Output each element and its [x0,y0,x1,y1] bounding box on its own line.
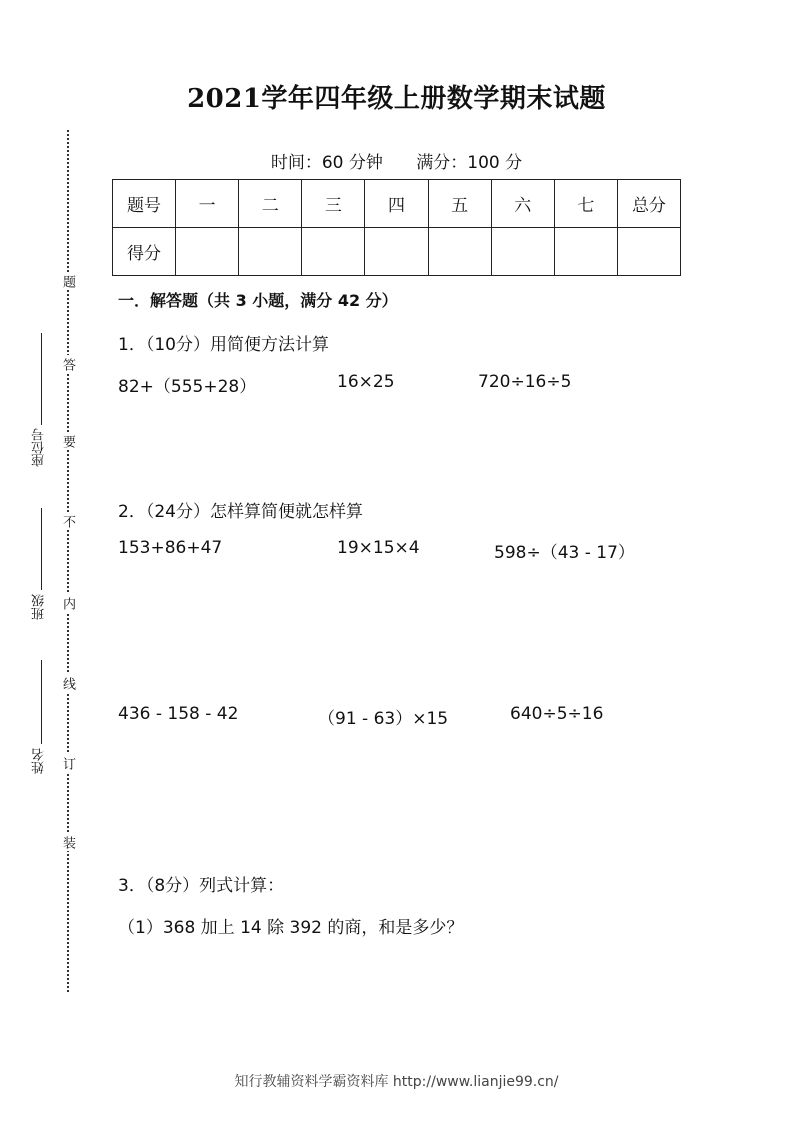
question-3-sub-1: （1）368 加上 14 除 392 的商，和是多少？ [118,918,464,938]
binding-char: 要 [60,432,76,450]
table-cell: 六 [491,180,554,228]
question-2-item-5: （91 - 63）×15 [318,709,449,729]
score-blank-cell [617,228,680,276]
table-cell: 四 [365,180,428,228]
exam-time: 时间：60 分钟 [270,153,383,173]
page-title: 2021学年四年级上册数学期末试题 [187,84,606,114]
question-1-label: 1．（10分）用简便方法计算 [118,335,329,355]
name-label: 姓名 [32,748,47,774]
score-blank-cell [428,228,491,276]
table-cell: 七 [554,180,617,228]
exam-full-score: 满分：100 分 [416,153,523,173]
binding-char: 题 [60,272,76,290]
table-cell: 题号 [113,180,176,228]
question-1-item-2: 16×25 [337,372,395,392]
score-blank-cell [491,228,554,276]
score-blank-cell [365,228,428,276]
question-2-item-2: 19×15×4 [337,538,420,558]
question-2-label: 2．（24分）怎样算简便就怎样算 [118,502,363,522]
section-heading: 一．解答题（共 3 小题，满分 42 分） [118,291,398,310]
binding-char: 不 [60,512,76,530]
score-blank-cell [554,228,617,276]
score-blank-cell [302,228,365,276]
binding-char: 订 [60,754,76,772]
question-2-item-1: 153+86+47 [118,538,223,558]
class-label: 班级 [32,594,47,620]
name-blank [41,660,42,744]
question-2-item-6: 640÷5÷16 [510,704,604,724]
binding-char: 线 [60,674,76,692]
question-2-item-3: 598÷（43 - 17） [494,543,635,563]
class-blank [41,508,42,590]
footer-source: 知行教辅资料学霸资料库 http://www.lianjie99.cn/ [234,1074,559,1090]
table-cell: 总分 [617,180,680,228]
question-1-item-1: 82+（555+28） [118,377,257,397]
table-cell: 三 [302,180,365,228]
binding-char: 内 [60,594,76,612]
score-blank-cell [239,228,302,276]
table-cell: 二 [239,180,302,228]
table-cell: 一 [176,180,239,228]
question-1-item-3: 720÷16÷5 [478,372,572,392]
question-3-label: 3．（8分）列式计算： [118,876,285,896]
question-2-item-4: 436 - 158 - 42 [118,704,239,724]
seat-number-label: 座位号 [32,428,47,467]
exam-meta [0,148,793,173]
score-table-header-row [113,180,681,228]
score-table-score-row [113,228,681,276]
binding-char: 装 [60,833,76,851]
table-cell: 五 [428,180,491,228]
table-cell: 得分 [113,228,176,276]
binding-dotted-line [67,130,69,992]
score-blank-cell [176,228,239,276]
seat-number-blank [41,333,42,425]
score-table [112,179,681,276]
binding-char: 答 [60,355,76,373]
